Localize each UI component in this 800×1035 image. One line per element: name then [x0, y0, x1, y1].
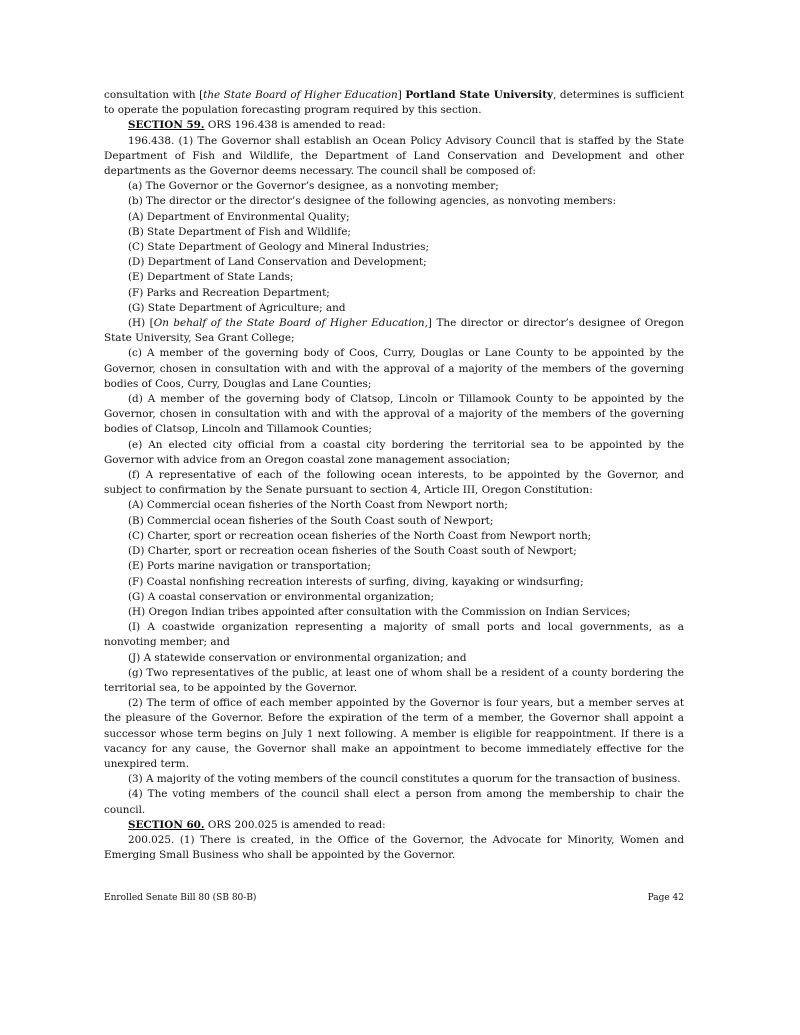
item-f-A: (A) Commercial ocean fisheries of the North Coast from Newport north;: [128, 499, 508, 512]
intro-paragraph: [104, 88, 684, 118]
item-b-B: (B) State Department of Fish and Wildlife;: [128, 225, 351, 238]
item-f-J: (J) A statewide conservation or environmental organization; and: [128, 651, 467, 664]
paragraph-200-025: 200.025. (1) There is created, in the Office of the Governor, the Advocate for Minority, Women and Emerging Small Business who shall be appointed by the Governor.: [104, 833, 684, 862]
item-b: (b) The director or the director’s designee of the following agencies, as nonvoting members:: [128, 195, 616, 208]
deleted-text: the State Board of Higher Education: [203, 89, 398, 101]
item-c: (c) A member of the governing body of Coos, Curry, Douglas or Lane County to be appointed by the Governor, chosen in consultation with and with the approval of a majority of the members of the governing bodies of Coos, Curry, Douglas and Lane Counties;: [104, 347, 684, 390]
paragraph-3: (3) A majority of the voting members of the council constitutes a quorum for the transaction of business.: [128, 773, 681, 786]
item-b-E: (E) Department of State Lands;: [128, 271, 294, 284]
paragraph-4: (4) The voting members of the council shall elect a person from among the membership to chair the council.: [104, 788, 684, 816]
item-b-D: (D) Department of Land Conservation and Development;: [128, 256, 427, 269]
item-text: ] The director or director’s designee of Oregon State University, Sea Grant College;: [104, 317, 685, 345]
item-f: (f) A representative of each of the following ocean interests, to be appointed by the Governor, and subject to confirmation by the Senate pursuant to section 4, Article III, Oregon Constitution:: [104, 469, 684, 497]
item-a: (a) The Governor or the Governor’s designee, as a nonvoting member;: [128, 180, 499, 193]
item-f-B: (B) Commercial ocean fisheries of the South Coast south of Newport;: [128, 514, 494, 527]
item-b-C: (C) State Department of Geology and Mineral Industries;: [128, 241, 429, 254]
item-f-H: (H) Oregon Indian tribes appointed after consultation with the Commission on Indian Services;: [128, 605, 631, 618]
item-b-A: (A) Department of Environmental Quality;: [128, 210, 350, 223]
item-f-G: (G) A coastal conservation or environmental organization;: [128, 590, 435, 603]
item-f-D: (D) Charter, sport or recreation ocean fisheries of the South Coast south of Newport;: [128, 545, 577, 558]
page-footer: [104, 893, 684, 903]
intro-text: consultation with [: [104, 89, 204, 101]
item-e: (e) An elected city official from a coastal city bordering the territorial sea to be appointed by the Governor with advice from an Oregon coastal zone management association;: [104, 438, 684, 466]
deleted-text: On behalf of the State Board of Higher Education,: [153, 317, 428, 330]
section-59-heading: [104, 118, 684, 133]
intro-text: , determines is sufficient to operate the population forecasting program required by this section.: [104, 89, 684, 117]
section-label: SECTION 59.: [128, 119, 205, 132]
paragraph-196-438: 196.438. (1) The Governor shall establish an Ocean Policy Advisory Council that is staffed by the State Department of Fish and Wildlife, the Department of Land Conservation and Development and other departments as the Governor deems necessary. The council shall be composed of:: [104, 134, 684, 178]
added-text: Portland State University: [405, 89, 554, 101]
document-body: [104, 88, 684, 863]
footer-bill-name: Enrolled Senate Bill 80 (SB 80-B): [104, 893, 257, 903]
item-f-E: (E) Ports marine navigation or transportation;: [128, 560, 371, 573]
section-text: ORS 200.025 is amended to read:: [204, 818, 386, 831]
item-b-F: (F) Parks and Recreation Department;: [128, 286, 330, 299]
item-g: (g) Two representatives of the public, at least one of whom shall be a resident of a county bordering the territorial sea, to be appointed by the Governor.: [104, 666, 684, 694]
item-text: (H) [: [128, 317, 154, 330]
section-text: ORS 196.438 is amended to read:: [204, 119, 386, 132]
item-f-F: (F) Coastal nonfishing recreation interests of surfing, diving, kayaking or windsurfing;: [128, 575, 584, 588]
paragraph-2: (2) The term of office of each member appointed by the Governor is four years, but a member serves at the pleasure of the Governor. Before the expiration of the term of a member, the Governor shall appoint a successor whose term begins on July 1 next following. A member is eligible for reappointment. If there is a vacancy for any cause, the Governor shall make an appointment to become immediately effective for the unexpired term.: [104, 697, 684, 770]
item-f-I: (I) A coastwide organization representing a majority of small ports and local governments, as a nonvoting member; and: [104, 621, 684, 649]
item-f-C: (C) Charter, sport or recreation ocean fisheries of the North Coast from Newport north;: [128, 529, 592, 542]
item-b-G: (G) State Department of Agriculture; and: [128, 301, 346, 314]
footer-page-number: Page 42: [647, 893, 684, 903]
section-60-heading: [104, 818, 684, 833]
intro-text: ]: [397, 89, 406, 101]
section-label: SECTION 60.: [128, 818, 205, 831]
item-d: (d) A member of the governing body of Clatsop, Lincoln or Tillamook County to be appointed by the Governor, chosen in consultation with and with the approval of a majority of the members of the governing bodies of Clatsop, Lincoln and Tillamook Counties;: [104, 393, 684, 436]
item-b-H: [104, 316, 684, 346]
